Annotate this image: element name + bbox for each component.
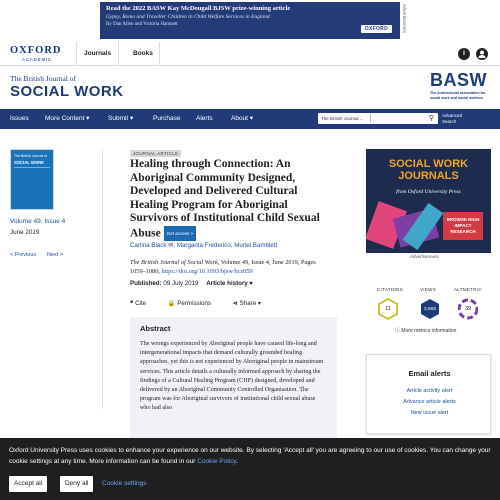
menu-issues[interactable]: Issues <box>10 115 29 122</box>
author-link[interactable]: Carlina Black <box>130 242 167 249</box>
advanced-label: Advanced <box>442 113 463 118</box>
search-label: Search <box>442 118 457 124</box>
person-icon[interactable] <box>476 48 488 60</box>
journal-title-small: The British Journal of <box>10 74 77 83</box>
sw-ad-title <box>366 158 491 182</box>
altmetric-badge[interactable] <box>458 298 478 320</box>
cookie-settings-link[interactable]: Cookie settings <box>102 480 147 487</box>
browse-research-button[interactable]: BROWSE HIGH IMPACT RESEARCH <box>443 212 483 240</box>
menu-submit[interactable]: Submit ▾ <box>108 115 134 122</box>
menu-about[interactable]: About ▾ <box>231 115 254 122</box>
citation-journal: The British Journal of Social Work <box>130 259 218 266</box>
next-link[interactable]: Next > <box>47 252 64 258</box>
menu-purchase[interactable]: Purchase <box>153 115 181 122</box>
article-title <box>130 158 330 241</box>
basw-tagline: The professional association for social work and social workers <box>430 91 486 100</box>
sw-ad-title-line1: SOCIAL WORK <box>388 158 469 170</box>
menu-more-content[interactable]: More Content ▾ <box>45 115 90 122</box>
ad-label: Advertisement <box>402 4 407 33</box>
email-alerts-panel <box>366 354 491 434</box>
advance-article-alerts-link[interactable]: Advance article alerts <box>403 399 456 405</box>
article-activity-alert-link[interactable]: Article activity alert <box>406 388 453 394</box>
basw-logo[interactable]: BASW <box>430 70 487 90</box>
ad-label: Advertisement <box>410 254 439 259</box>
article-tools <box>130 299 281 307</box>
altmetric-score: 39 <box>464 306 472 312</box>
journal-title[interactable]: SOCIAL WORK <box>10 83 124 100</box>
permissions-button[interactable] <box>168 300 221 307</box>
menu-alerts[interactable]: Alerts <box>196 115 213 122</box>
cite-button[interactable] <box>130 300 156 307</box>
other-authors[interactable]: , Margarita Frederico, Muriel Bamblett <box>173 242 278 249</box>
share-button[interactable] <box>233 300 271 307</box>
email-icon[interactable]: ✉ <box>168 242 174 249</box>
issue-cover[interactable] <box>10 149 54 210</box>
search-scope-select[interactable]: The British Journal ... <box>319 114 371 123</box>
cookie-policy-link[interactable]: Cookie Policy <box>197 457 237 465</box>
ad-authors: By Dan Allen and Victoria Hamnett <box>106 22 178 27</box>
column-divider <box>102 149 103 409</box>
ad-article-title: Gypsy, Roma and Traveller Children in Child Welfare Services in England <box>106 14 270 20</box>
altmetric-label: ALTMETRIC <box>454 287 482 292</box>
ad-banner-area <box>0 0 500 42</box>
published-row <box>130 280 253 287</box>
social-work-journals-ad[interactable] <box>366 149 491 253</box>
permissions-label: Permissions <box>177 300 211 307</box>
doi-link[interactable]: https://doi.org/10.1093/bjsw/bcz059 <box>161 268 253 275</box>
main-menu <box>0 109 500 129</box>
sw-ad-subtitle: from Oxford University Press <box>396 189 461 195</box>
more-metrics-label: More metrics information <box>401 328 457 334</box>
volume-issue-link[interactable]: Volume 49, Issue 4 <box>10 218 66 225</box>
ad-headline: Read the 2022 BASW Kay McDougall BJSW prize-winning article <box>106 5 291 12</box>
article-title-text: Healing through Connection: An Aboriginal Community Designed, Developed and Delivered Cultural Healing Program for Aboriginal Survivors of Institutional Child Sexual Abuse <box>130 158 320 239</box>
abstract-heading: Abstract <box>140 324 171 333</box>
cite-label: Cite <box>135 300 147 307</box>
citations-badge[interactable] <box>378 298 398 320</box>
issue-date: June 2019 <box>10 229 40 236</box>
cover-journal-title: SOCIAL WORK <box>14 160 45 165</box>
article-history-toggle[interactable]: Article history ▾ <box>206 280 253 287</box>
books-link[interactable]: Books <box>127 42 160 66</box>
cover-journal-small: The British Journal of <box>14 154 48 158</box>
previous-link[interactable]: < Previous <box>10 252 37 258</box>
cookie-text: Oxford University Press uses cookies to enhance your experience on our website. By selecting 'Accept all' you are agreeing to our use of cookies. You can change your cookie settings at any time. More information can be found in our Cookie Policy. <box>9 447 491 465</box>
views-label: VIEWS <box>420 287 437 292</box>
citations-label: CITATIONS <box>377 287 404 292</box>
abstract-text: The wrongs experienced by Aboriginal people have caused life-long and intergenerational impacts that demand culturally grounded healing approaches, yet this is not experienced by Aboriginal people in mainstream services. This article details a culturally informed approach by sharing the findings of a Cultural Healing Program (CHP) designed, developed and delivered by an Aboriginal Community Controlled Organisation. The program was for Aboriginal survivors of institutional child sexual abuse who had also <box>140 341 324 412</box>
published-label: Published: <box>130 280 162 287</box>
info-icon[interactable]: i <box>458 48 470 60</box>
deny-all-button[interactable]: Deny all <box>60 476 93 492</box>
published-date: 09 July 2019 <box>163 280 199 287</box>
share-icon: ⋖ <box>232 300 238 307</box>
quote-icon: ❝ <box>130 300 134 307</box>
citation-details: , Volume 49, Issue 4, June 2019, Pages 1059–1080, <box>130 259 316 275</box>
more-metrics-link[interactable] <box>395 327 456 334</box>
journals-link[interactable]: Journals <box>76 42 119 66</box>
abstract-section <box>130 317 337 457</box>
oxford-logo-sub: ACADEMIC <box>22 57 53 62</box>
views-badge[interactable] <box>420 298 440 320</box>
citations-count: 11 <box>385 306 391 312</box>
cover-divider <box>14 167 50 195</box>
citation <box>130 258 330 276</box>
ad-banner[interactable] <box>100 2 400 39</box>
accept-all-button[interactable]: Accept all <box>9 476 47 492</box>
authors <box>130 242 277 249</box>
advanced-search-link[interactable] <box>442 113 462 124</box>
sw-ad-title-line2: JOURNALS <box>398 170 459 182</box>
article-type-badge: JOURNAL ARTICLE <box>130 150 181 157</box>
oxford-logo[interactable]: OXFORD <box>10 45 62 56</box>
get-access-button[interactable]: Get access > <box>164 226 196 242</box>
top-nav <box>0 42 500 66</box>
email-alerts-heading: Email alerts <box>408 369 451 378</box>
lock-icon: 🔒 <box>167 300 176 307</box>
cookie-message: Oxford University Press uses cookies to enhance your experience on our website. By selecting 'Accept all' you are agreeing to our use of cookies. You can change your cookie settings at any time. More information can be found in our <box>9 447 491 465</box>
new-issue-alert-link[interactable]: New issue alert <box>410 410 449 416</box>
search-box[interactable] <box>318 113 438 124</box>
ad-oup-logo: OXFORD <box>361 25 392 33</box>
info-circle-icon: ⓘ <box>395 328 401 334</box>
search-icon[interactable]: ⚲ <box>428 115 435 122</box>
share-label: Share ▾ <box>239 300 261 307</box>
views-count: 2,665 <box>423 307 436 312</box>
